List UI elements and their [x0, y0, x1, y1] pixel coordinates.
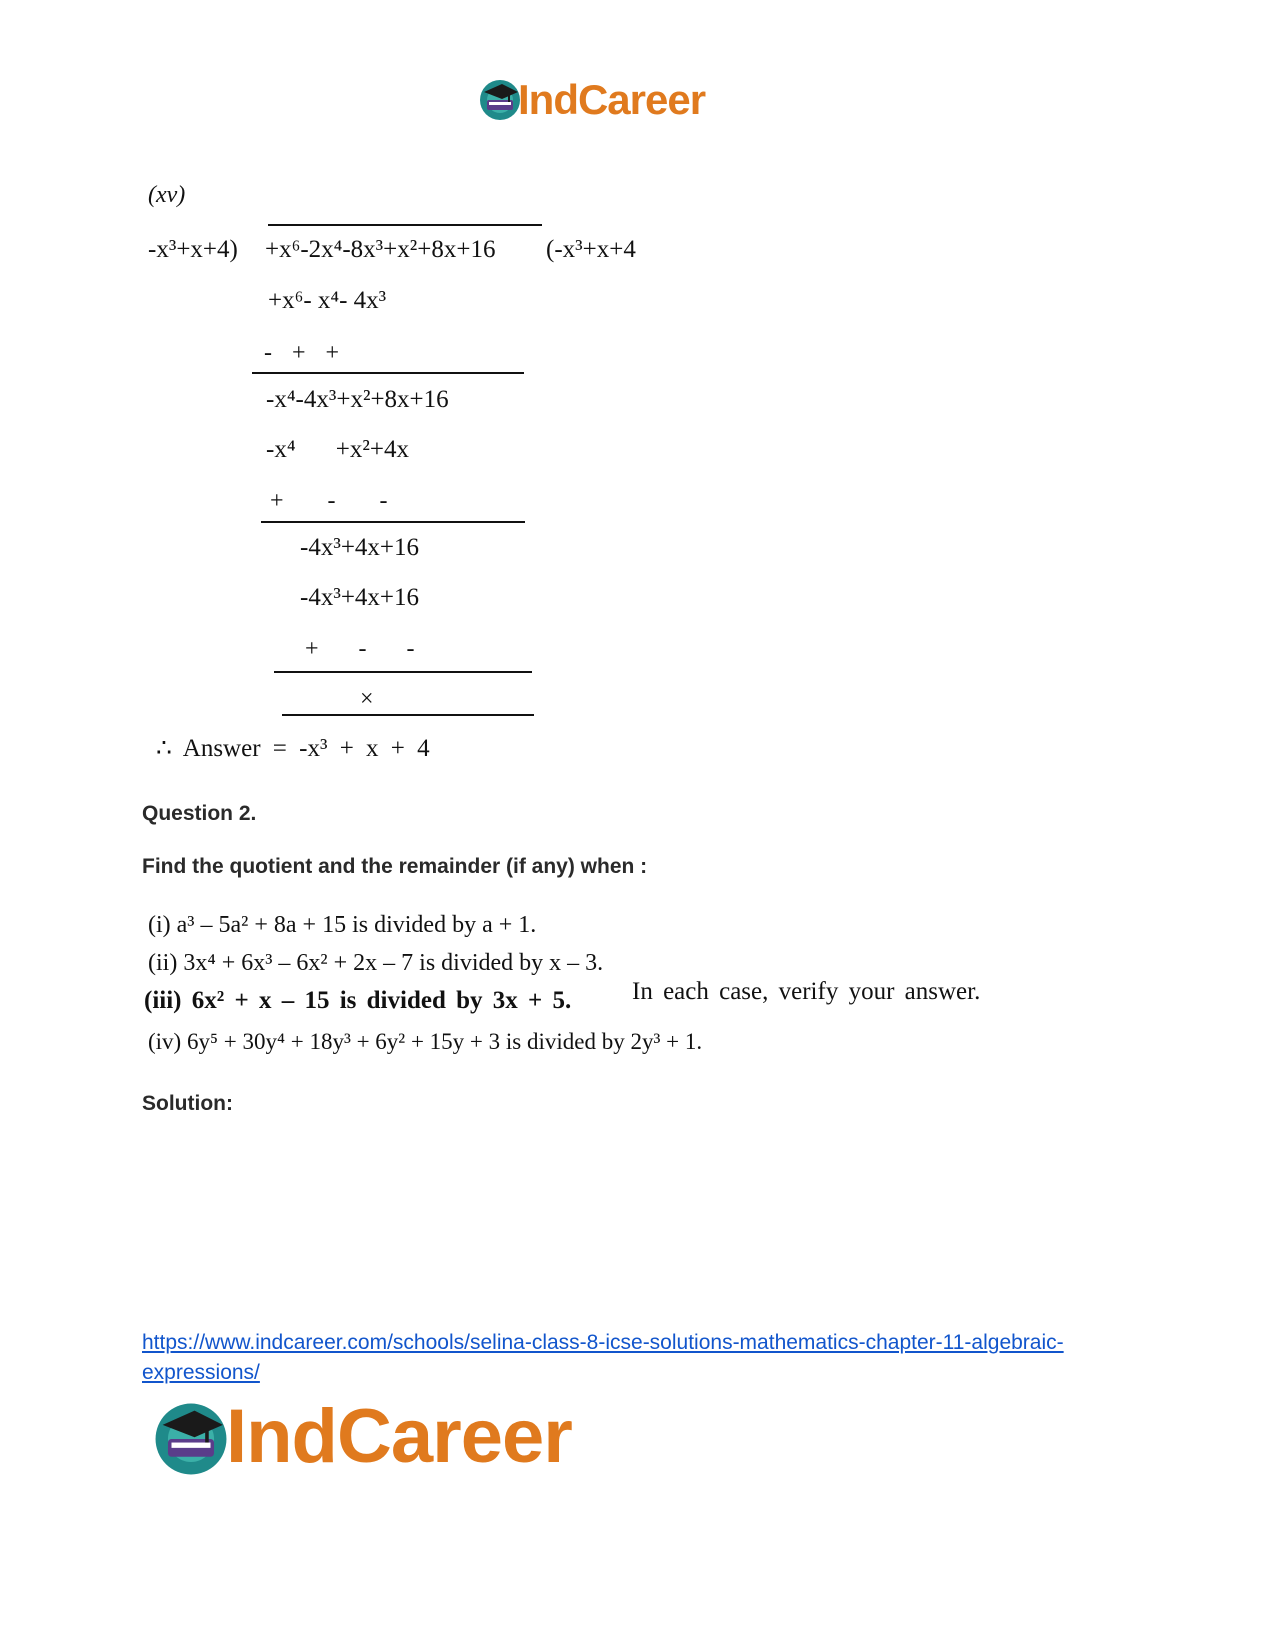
division-row: -4x³+4x+16: [300, 584, 420, 611]
question-part: (i) a³ – 5a² + 8a + 15 is divided by a + 1.: [148, 912, 537, 938]
division-divisor: -x³+x+4): [148, 236, 238, 263]
footer-logo: [152, 1394, 672, 1480]
division-rule: [274, 671, 532, 673]
footer-logo-text: IndCareer: [226, 1394, 572, 1479]
part-label-xv: (xv): [148, 182, 186, 208]
source-link[interactable]: https://www.indcareer.com/schools/selina-class-8-icse-solutions-mathematics-chapter-11-algebraic-expressions/: [142, 1331, 1064, 1384]
division-row: -4x³+4x+16: [300, 534, 420, 561]
division-answer: ∴ Answer = -x³ + x + 4: [156, 735, 430, 762]
division-row: -x⁴ +x²+4x: [266, 436, 409, 463]
division-rule: [261, 521, 525, 523]
division-quotient: (-x³+x+4: [546, 236, 636, 263]
division-rule: [252, 372, 524, 374]
question-title: Question 2.: [142, 802, 257, 825]
division-signs: + - -: [270, 488, 388, 514]
header-logo: [478, 74, 748, 126]
question-instruction: In each case, verify your answer.: [632, 978, 981, 1005]
division-signs: + - -: [305, 636, 415, 662]
question-prompt: Find the quotient and the remainder (if any) when :: [142, 855, 648, 878]
question-part: (iv) 6y⁵ + 30y⁴ + 18y³ + 6y² + 15y + 3 is divided by 2y³ + 1.: [148, 1029, 703, 1054]
question-part: (iii) 6x² + x – 15 is divided by 3x + 5.: [144, 987, 572, 1014]
division-remainder: ×: [360, 686, 374, 712]
division-row: +x⁶- x⁴- 4x³: [268, 287, 387, 314]
graduation-cap-globe-icon: [478, 78, 522, 122]
graduation-cap-globe-icon: [152, 1400, 230, 1478]
division-rule: [282, 714, 534, 716]
question-part: (ii) 3x⁴ + 6x³ – 6x² + 2x – 7 is divided by x – 3.: [148, 950, 604, 976]
division-signs: - + +: [264, 340, 340, 366]
division-dividend: +x⁶-2x⁴-8x³+x²+8x+16: [265, 236, 496, 263]
solution-label: Solution:: [142, 1092, 233, 1115]
division-row: -x⁴-4x³+x²+8x+16: [266, 386, 449, 413]
division-bar: [268, 224, 542, 226]
header-logo-text: IndCareer: [518, 76, 706, 123]
